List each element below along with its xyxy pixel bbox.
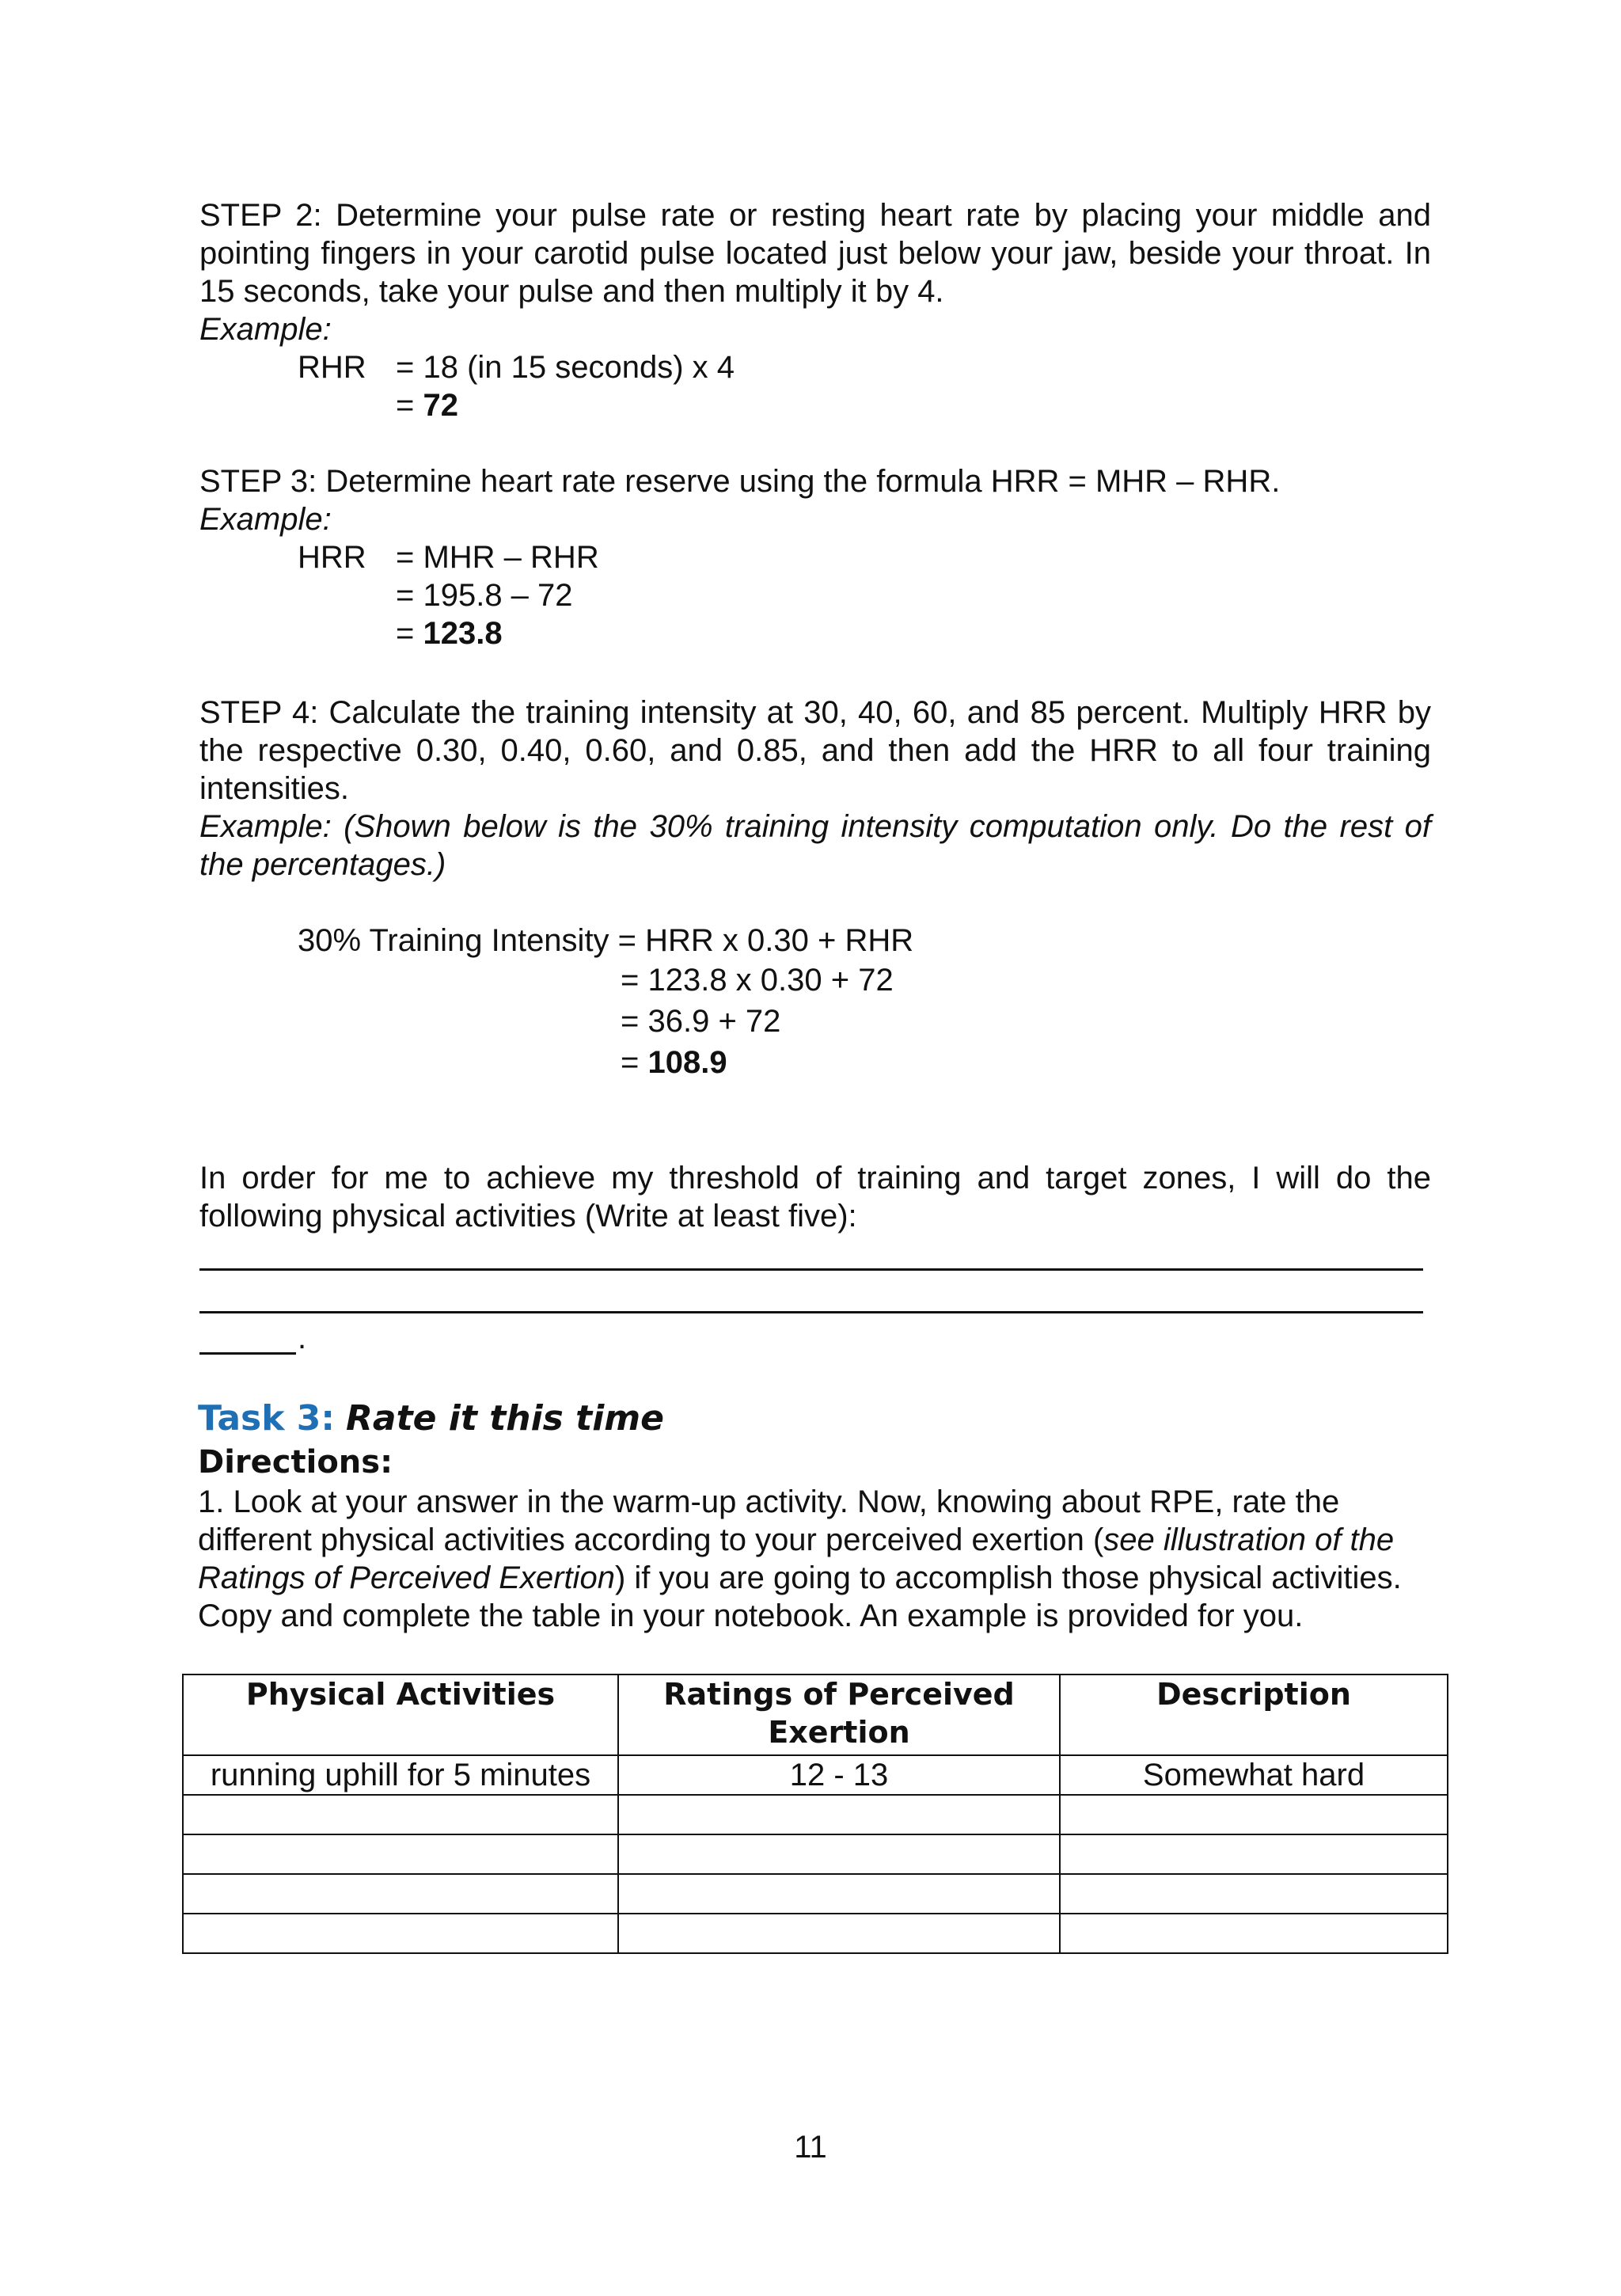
answer-line-1 bbox=[199, 1268, 1423, 1271]
table-cell bbox=[183, 1795, 618, 1834]
table-cell bbox=[618, 1795, 1060, 1834]
training-intensity-result: = 108.9 bbox=[621, 1045, 727, 1080]
header-ratings-of-perceived-exertion: Ratings of Perceived Exertion bbox=[618, 1674, 1060, 1755]
table-header-row bbox=[183, 1674, 1448, 1755]
table-row bbox=[183, 1795, 1448, 1834]
step4-text: STEP 4: Calculate the training intensity at 30, 40, 60, and 85 percent. Multiply HRR by the respective 0.30, 0.40, 0.60, and 0.85, and then add the HRR to all four training intensities. bbox=[199, 695, 1431, 806]
directions-label: Directions: bbox=[198, 1444, 393, 1481]
table-cell bbox=[1060, 1914, 1448, 1953]
hrr-value: 123.8 bbox=[423, 616, 503, 651]
task3-instruction: 1. Look at your answer in the warm-up activity. Now, knowing about RPE, rate the different physical activities according to your perceived exertion (see illustration of the Ratings of Perceived Exertion) if you are going to accomplish those physical activities. Copy and complete the table in your notebook. An example is provided for you. bbox=[198, 1484, 1402, 1633]
rhr-result: = 72 bbox=[396, 388, 458, 423]
activities-prompt: In order for me to achieve my threshold of training and target zones, I will do the following physical activities (Write at least five): bbox=[199, 1161, 1431, 1234]
step4-example-note: Example: (Shown below is the 30% training intensity computation only. Do the rest of the percentages.) bbox=[199, 809, 1431, 882]
step3-text: STEP 3: Determine heart rate reserve using the formula HRR = MHR – RHR. bbox=[199, 464, 1281, 499]
task3-number: Task 3: bbox=[198, 1398, 336, 1439]
rhr-value: 72 bbox=[423, 388, 458, 423]
training-intensity-formula: 30% Training Intensity = HRR x 0.30 + RHR bbox=[298, 923, 914, 958]
table-cell bbox=[618, 1914, 1060, 1953]
training-intensity-substitution: = 123.8 x 0.30 + 72 bbox=[621, 963, 894, 998]
header-physical-activities: Physical Activities bbox=[183, 1674, 618, 1755]
table-row bbox=[183, 1874, 1448, 1914]
table-row bbox=[183, 1755, 1448, 1795]
answer-line-2 bbox=[199, 1311, 1423, 1313]
hrr-equation: = MHR – RHR bbox=[396, 540, 599, 575]
table-cell bbox=[183, 1834, 618, 1874]
task3-title: Rate it this time bbox=[346, 1398, 664, 1439]
table-cell: 12 - 13 bbox=[618, 1755, 1060, 1795]
table-cell bbox=[618, 1834, 1060, 1874]
training-intensity-partial: = 36.9 + 72 bbox=[621, 1004, 781, 1039]
table-cell bbox=[1060, 1874, 1448, 1914]
hrr-substitution: = 195.8 – 72 bbox=[396, 578, 573, 613]
step2-text: STEP 2: Determine your pulse rate or resting heart rate by placing your middle and pointing fingers in your carotid pulse located just below your jaw, beside your throat. In 15 seconds, take your pulse and then multiply it by 4. bbox=[199, 198, 1431, 309]
table-cell bbox=[618, 1874, 1060, 1914]
table-cell bbox=[1060, 1795, 1448, 1834]
rhr-label: RHR bbox=[298, 350, 366, 385]
answer-line-3 bbox=[199, 1352, 296, 1355]
task3-heading bbox=[198, 1395, 664, 1443]
page-number: 11 bbox=[794, 2130, 827, 2165]
table-cell bbox=[1060, 1834, 1448, 1874]
table-row bbox=[183, 1834, 1448, 1874]
hrr-label: HRR bbox=[298, 540, 366, 575]
step3-example-label: Example: bbox=[199, 502, 332, 537]
table-cell: running uphill for 5 minutes bbox=[183, 1755, 618, 1795]
rpe-table bbox=[182, 1674, 1448, 1954]
table-cell: Somewhat hard bbox=[1060, 1755, 1448, 1795]
header-description: Description bbox=[1060, 1674, 1448, 1755]
table-row bbox=[183, 1914, 1448, 1953]
hrr-result: = 123.8 bbox=[396, 616, 503, 651]
answer-period: . bbox=[298, 1321, 307, 1355]
step2-example-label: Example: bbox=[199, 312, 332, 347]
rhr-equation: = 18 (in 15 seconds) x 4 bbox=[396, 350, 735, 385]
table-cell bbox=[183, 1914, 618, 1953]
training-intensity-value: 108.9 bbox=[647, 1045, 727, 1080]
table-cell bbox=[183, 1874, 618, 1914]
